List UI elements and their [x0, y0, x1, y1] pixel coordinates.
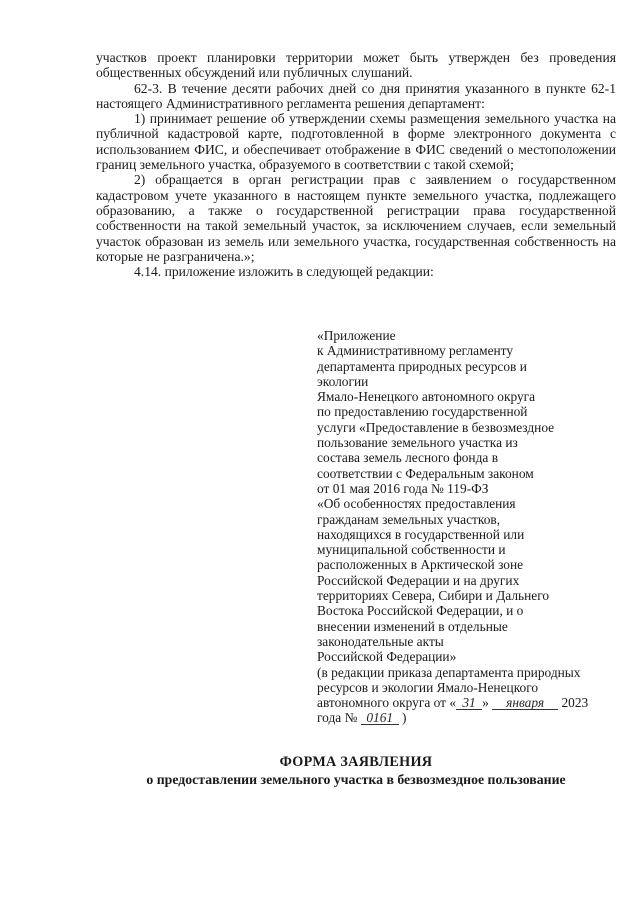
date-mid: » — [482, 695, 493, 711]
handwritten-day: 31 — [456, 696, 482, 710]
appendix-line: законодательные акты — [317, 633, 444, 649]
form-title: ФОРМА ЗАЯВЛЕНИЯ — [279, 754, 433, 770]
appendix-line: услуги «Предоставление в безвозмездное — [317, 419, 555, 435]
appendix-line: пользование земельного участка из — [317, 435, 518, 451]
appendix-block — [317, 328, 622, 726]
handwritten-month: января — [492, 696, 558, 710]
number-prefix: года № — [317, 710, 361, 726]
appendix-line: ресурсов и экологии Ямало-Ненецкого — [317, 679, 539, 695]
handwritten-number: 0161 — [361, 711, 399, 725]
appendix-number-line — [317, 710, 622, 725]
appendix-date-line — [317, 695, 622, 710]
appendix-line: «Об особенностях предоставления — [317, 496, 516, 512]
appendix-line: по предоставлению государственной — [317, 404, 528, 420]
paragraph-continuation: участков проект планировки территории может быть утвержден без проведения общественных обсуждений или публичных слушаний. — [96, 50, 616, 81]
appendix-line: Российской Федерации и на других — [317, 572, 520, 588]
paragraph-item-1: 1) принимает решение об утверждении схемы размещения земельного участка на публичной кадастровой карте, подготовленной в форме электронного документа с использованием ФИС, и обеспечивает отображение в ФИС сведений о местоположении границ земельного участка, образуемого в соответствии с такой схемой; — [96, 111, 616, 173]
paragraph-62-3: 62-3. В течение десяти рабочих дней со дня принятия указанного в пункте 62-1 настоящего Административного регламента решения департамент: — [96, 80, 616, 111]
appendix-line: Востока Российской Федерации, и о — [317, 603, 524, 619]
appendix-line: к Административному регламенту — [317, 343, 514, 359]
form-subtitle: о предоставлении земельного участка в безвозмездное пользование — [146, 772, 566, 787]
form-heading — [96, 754, 616, 788]
paragraph-4-14: 4.14. приложение изложить в следующей редакции: — [134, 264, 434, 280]
appendix-line: «Приложение — [317, 328, 396, 343]
appendix-line: состава земель лесного фонда в — [317, 450, 499, 466]
body-text — [96, 50, 616, 279]
appendix-line: расположенных в Арктической зоне — [317, 557, 524, 573]
appendix-line: (в редакции приказа департамента природных — [317, 664, 581, 680]
appendix-line: территориях Севера, Сибири и Дальнего — [317, 588, 550, 604]
appendix-line: департамента природных ресурсов и — [317, 358, 527, 374]
paragraph-item-2: 2) обращается в орган регистрации прав с заявлением о государственном кадастровом учете указанного в настоящем пункте земельного участка, подлежащего образованию, а также о государственной регистрации права государственной собственности на такой земельный участок, за исключением случаев, если земельный участок образован из земель или земельного участка, государственная собственность на которые не разграничена.»; — [96, 172, 616, 264]
number-suffix: ) — [398, 710, 407, 726]
appendix-line: соответствии с Федеральным законом — [317, 465, 534, 481]
appendix-line: от 01 мая 2016 года № 119-ФЗ — [317, 480, 489, 496]
appendix-line: Российской Федерации» — [317, 649, 457, 665]
appendix-line: Ямало-Ненецкого автономного округа — [317, 389, 536, 405]
appendix-line: экологии — [317, 373, 369, 389]
date-prefix: автономного округа от « — [317, 695, 457, 711]
date-year: 2023 — [558, 695, 589, 711]
appendix-line: внесении изменений в отдельные — [317, 618, 508, 634]
appendix-line: гражданам земельных участков, — [317, 511, 501, 527]
appendix-line: находящихся в государственной или — [317, 526, 525, 542]
appendix-line: муниципальной собственности и — [317, 542, 506, 558]
